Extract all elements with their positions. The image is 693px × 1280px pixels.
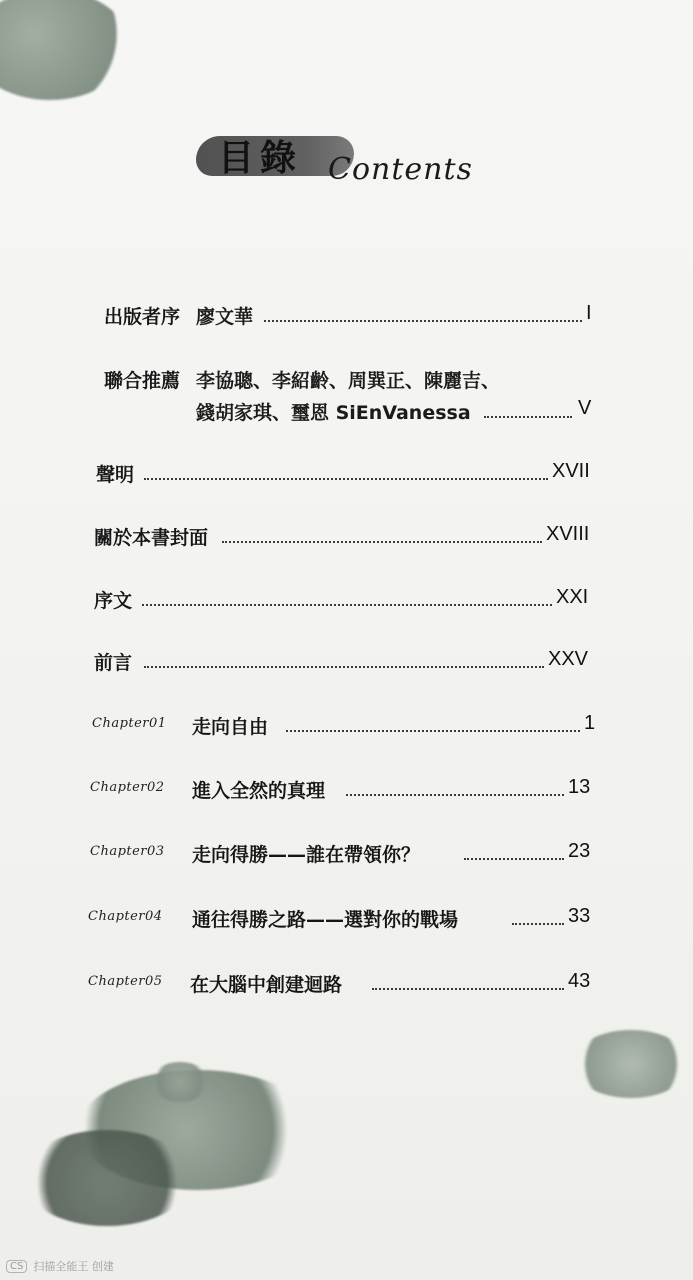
dot-leader bbox=[144, 664, 544, 668]
entry-page: XXI bbox=[556, 586, 589, 608]
dot-leader bbox=[142, 602, 552, 606]
entry-label: 出版者序 bbox=[104, 306, 181, 328]
scanner-watermark-text: 扫描全能王 创建 bbox=[33, 1260, 114, 1273]
toc-entry-about-cover[interactable] bbox=[0, 523, 693, 557]
toc-entry-recommendations[interactable] bbox=[0, 366, 693, 436]
chapter-number: Chapter02 bbox=[90, 780, 165, 795]
entry-label: 聲明 bbox=[96, 464, 135, 486]
dot-leader bbox=[512, 921, 564, 925]
heading-sub: Contents bbox=[328, 152, 473, 187]
entry-author: 廖文華 bbox=[196, 306, 254, 328]
scanner-watermark bbox=[6, 1258, 114, 1274]
chapter-title: 通往得勝之路——選對你的戰場 bbox=[192, 909, 459, 931]
dot-leader bbox=[484, 414, 572, 418]
entry-label: 前言 bbox=[94, 652, 133, 674]
heading-main: 目錄 bbox=[218, 138, 303, 179]
entry-page: 33 bbox=[568, 905, 591, 927]
chapter-number: Chapter01 bbox=[92, 716, 167, 731]
dot-leader bbox=[264, 318, 582, 322]
entry-page: V bbox=[578, 397, 592, 419]
dot-leader bbox=[144, 476, 548, 480]
scanner-logo-icon: CS bbox=[6, 1260, 27, 1273]
chapter-title: 進入全然的真理 bbox=[192, 780, 326, 802]
dot-leader bbox=[346, 792, 564, 796]
entry-label: 序文 bbox=[94, 590, 133, 612]
toc-entry-statement[interactable] bbox=[0, 460, 693, 494]
chapter-title: 走向得勝——誰在帶領你？ bbox=[192, 844, 421, 866]
entry-page: I bbox=[586, 302, 592, 324]
entry-page: 43 bbox=[568, 970, 591, 992]
toc-entry-preface[interactable] bbox=[0, 586, 693, 620]
dot-leader bbox=[286, 728, 580, 732]
entry-author-line2: 錢胡家琪、璽恩 SiEnVanessa bbox=[196, 402, 471, 424]
chapter-number: Chapter05 bbox=[88, 974, 163, 989]
chapter-title: 在大腦中創建迴路 bbox=[190, 974, 343, 996]
dot-leader bbox=[222, 539, 542, 543]
toc-entry-chapter-2[interactable] bbox=[0, 776, 693, 810]
contents-heading bbox=[196, 122, 496, 192]
ink-cloud-bottom-small bbox=[150, 1062, 210, 1102]
toc-entry-publisher-preface[interactable] bbox=[0, 302, 693, 336]
entry-page: 1 bbox=[584, 712, 596, 734]
dot-leader bbox=[372, 986, 564, 990]
ink-cloud-right bbox=[572, 1030, 690, 1098]
entry-page: XXV bbox=[548, 648, 589, 670]
toc-entry-chapter-5[interactable] bbox=[0, 970, 693, 1004]
entry-author: 李協聰、李紹齡、周巽正、陳麗吉、 bbox=[196, 370, 501, 392]
toc-entry-chapter-4[interactable] bbox=[0, 905, 693, 939]
ink-cloud-bottom-left-dark bbox=[22, 1130, 192, 1226]
chapter-title: 走向自由 bbox=[192, 716, 269, 738]
entry-label: 關於本書封面 bbox=[94, 527, 209, 549]
dot-leader bbox=[464, 856, 564, 860]
toc-entry-chapter-3[interactable] bbox=[0, 840, 693, 874]
entry-page: XVIII bbox=[546, 523, 590, 545]
entry-label: 聯合推薦 bbox=[104, 370, 181, 392]
toc-entry-foreword[interactable] bbox=[0, 648, 693, 682]
toc-entry-chapter-1[interactable] bbox=[0, 712, 693, 746]
entry-page: 23 bbox=[568, 840, 591, 862]
ink-cloud-top-left bbox=[0, 0, 130, 100]
chapter-number: Chapter03 bbox=[90, 844, 165, 859]
entry-page: 13 bbox=[568, 776, 591, 798]
chapter-number: Chapter04 bbox=[88, 909, 163, 924]
entry-page: XVII bbox=[552, 460, 590, 482]
